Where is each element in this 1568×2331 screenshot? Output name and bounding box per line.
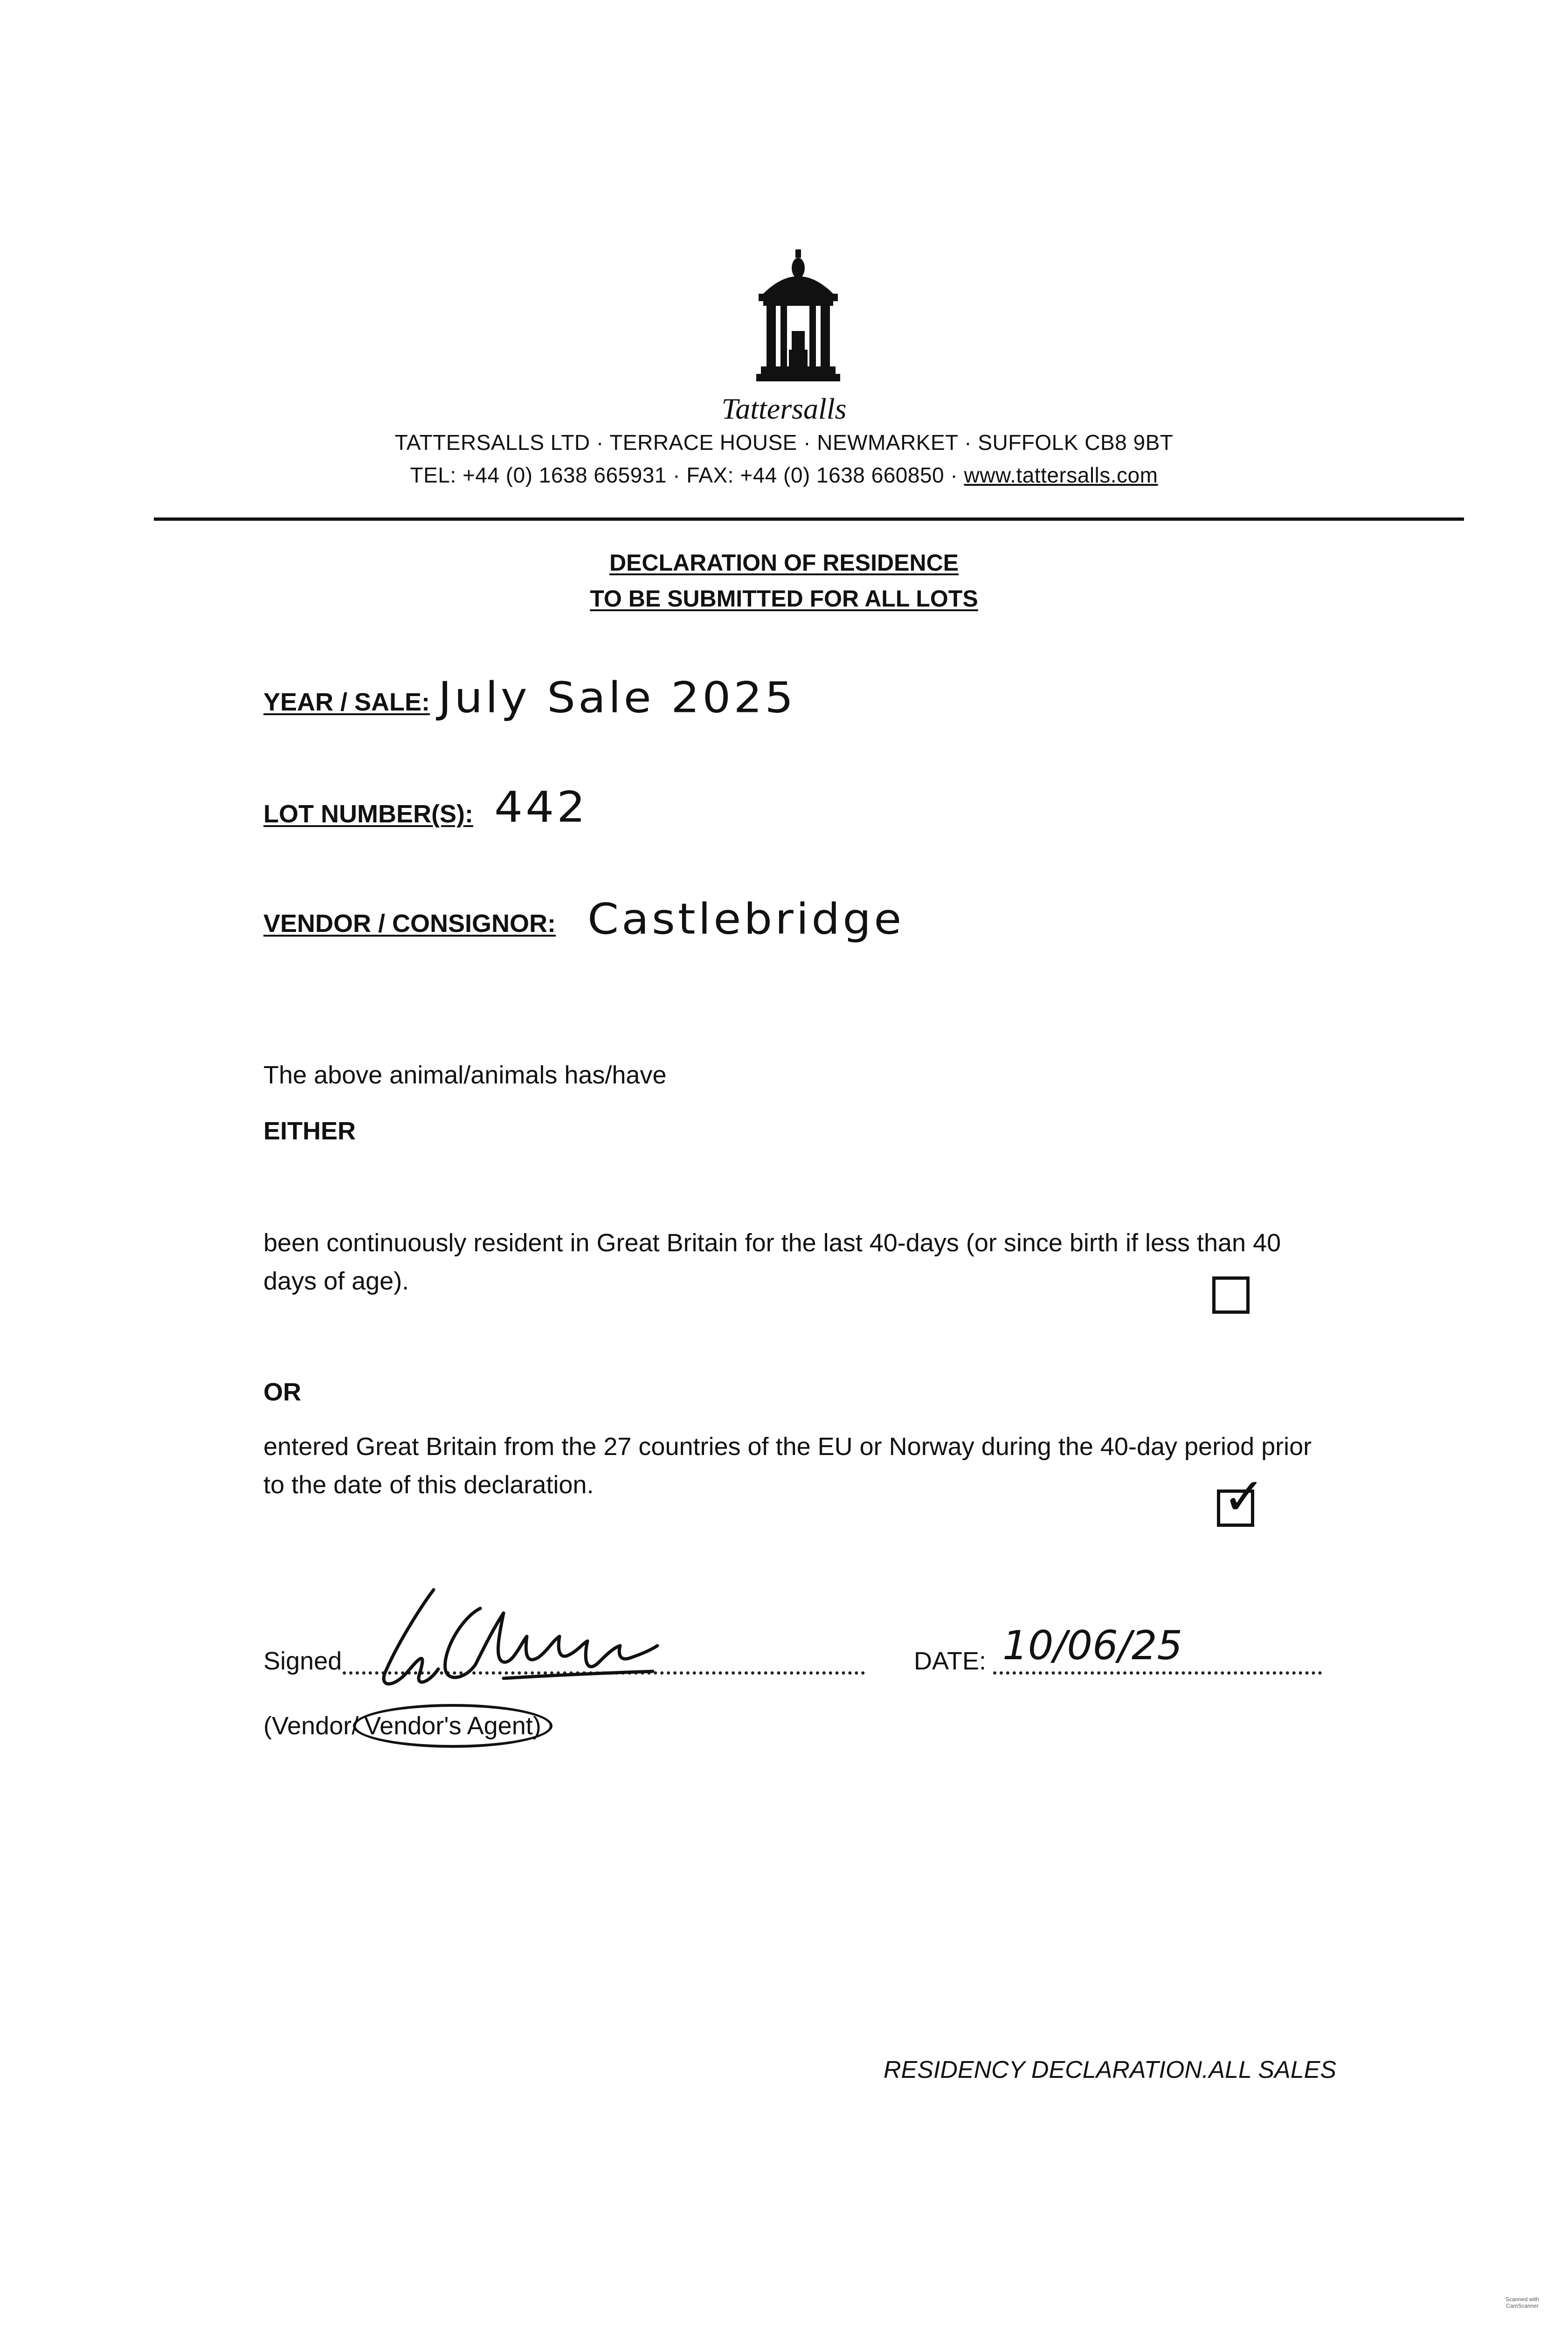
year-sale-field[interactable]: July Sale 2025 (438, 672, 796, 723)
website-link[interactable]: www.tattersalls.com (964, 463, 1158, 487)
contact-details: TEL: +44 (0) 1638 665931 · FAX: +44 (0) 1638 660850 · (410, 463, 964, 487)
lot-number-label: LOT NUMBER(S): (263, 800, 473, 828)
signatory-role (263, 1704, 1336, 1748)
either-label: EITHER (263, 1117, 356, 1145)
header-divider (154, 517, 1464, 521)
option-resident-text: been continuously resident in Great Britain for the last 40-days (or since birth if less than 40 days of age). (263, 1229, 1281, 1295)
role-vendor: (Vendor/ (263, 1712, 359, 1740)
signed-label: Signed (263, 1647, 342, 1675)
date-line[interactable] (993, 1671, 1322, 1675)
page-subtitle: TO BE SUBMITTED FOR ALL LOTS (590, 586, 978, 612)
lot-number-field[interactable]: 442 (494, 782, 588, 832)
date-field[interactable]: 10/06/25 (1002, 1622, 1183, 1669)
date-label: DATE: (914, 1647, 987, 1675)
option-entered-text: entered Great Britain from the 27 countries of the EU or Norway during the 40-day period prior to the date of this declaration. (263, 1433, 1312, 1499)
checkmark-icon: ✓ (1223, 1467, 1266, 1526)
option-resident-checkbox[interactable] (1212, 1276, 1250, 1314)
brand-name: Tattersalls (721, 392, 847, 425)
form-reference: RESIDENCY DECLARATION.ALL SALES (884, 2056, 1337, 2083)
declaration-intro: The above animal/animals has/have (263, 1061, 667, 1089)
page-title: DECLARATION OF RESIDENCE (609, 550, 959, 576)
year-sale-label: YEAR / SALE: (263, 688, 430, 716)
contact-line (0, 462, 1568, 488)
or-label: OR (263, 1378, 301, 1406)
vendor-field[interactable]: Castlebridge (587, 894, 905, 944)
address-line: TATTERSALLS LTD · TERRACE HOUSE · NEWMARKET · SUFFOLK CB8 9BT (394, 430, 1174, 455)
vendor-label: VENDOR / CONSIGNOR: (263, 910, 556, 938)
signature-icon (364, 1580, 662, 1702)
scanner-watermark: Scanned with CamScanner (1505, 2296, 1540, 2309)
tattersalls-logo-icon (756, 249, 840, 389)
role-vendors-agent: Vendor's Agent) (353, 1704, 553, 1748)
